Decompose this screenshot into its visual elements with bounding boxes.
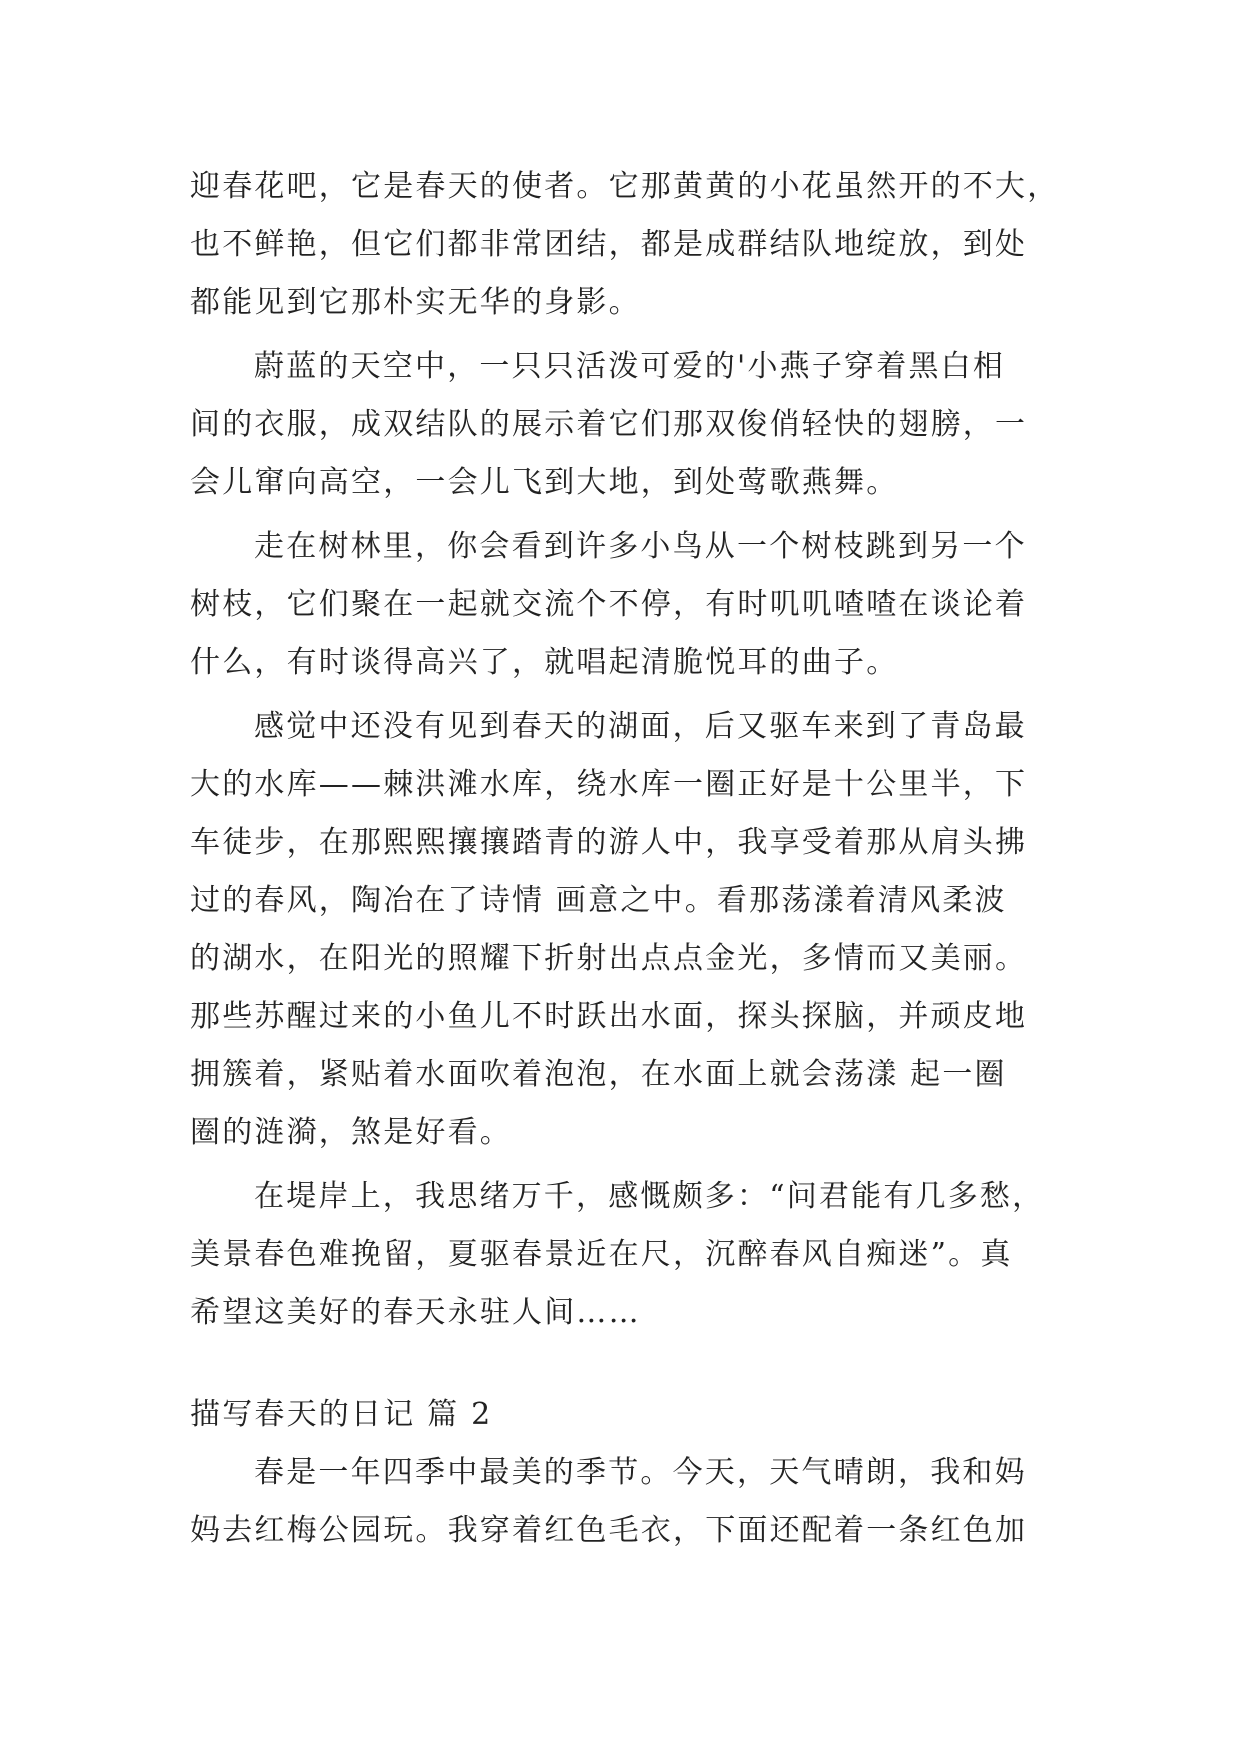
text-line: 都能见到它那朴实无华的身影。	[190, 285, 641, 320]
text-line: 大的水库——棘洪滩水库，绕水库一圈正好是十公里半，下	[190, 767, 1028, 802]
text-line: 圈的涟漪，煞是好看。	[190, 1115, 512, 1150]
section-heading: 描写春天的日记 篇 2	[190, 1397, 493, 1432]
text-line: 走在树林里，你会看到许多小鸟从一个树枝跳到另一个	[254, 529, 1027, 564]
paragraph-3	[190, 518, 1050, 692]
text-line: 妈去红梅公园玩。我穿着红色毛衣，下面还配着一条红色加	[190, 1513, 1028, 1548]
text-line: 的湖水，在阳光的照耀下折射出点点金光，多情而又美丽。	[190, 941, 1028, 976]
text-line: 过的春风，陶冶在了诗情 画意之中。看那荡漾着清风柔波	[190, 883, 1007, 918]
text-line: 什么，有时谈得高兴了，就唱起清脆悦耳的曲子。	[190, 645, 899, 680]
paragraph-1	[190, 158, 1060, 332]
paragraph-5	[190, 1168, 1050, 1342]
text-line: 美景春色难挽留，夏驱春景近在尺，沉醉春风自痴迷”。真	[190, 1237, 1013, 1272]
text-line: 也不鲜艳，但它们都非常团结，都是成群结队地绽放，到处	[190, 227, 1028, 262]
text-line: 希望这美好的春天永驻人间……	[190, 1295, 641, 1330]
text-line: 间的衣服，成双结队的展示着它们那双俊俏轻快的翅膀，一	[190, 407, 1028, 442]
text-line: 车徒步，在那熙熙攘攘踏青的游人中，我享受着那从肩头拂	[190, 825, 1028, 860]
text-line: 感觉中还没有见到春天的湖面，后又驱车来到了青岛最	[254, 709, 1027, 744]
paragraph-4	[190, 698, 1050, 1162]
paragraph-2	[190, 338, 1050, 512]
text-line: 蔚蓝的天空中，一只只活泼可爱的'小燕子穿着黑白相	[254, 349, 1006, 384]
text-line: 那些苏醒过来的小鱼儿不时跃出水面，探头探脑，并顽皮地	[190, 999, 1028, 1034]
text-line: 拥簇着，紧贴着水面吹着泡泡，在水面上就会荡漾 起一圈	[190, 1057, 1007, 1092]
text-line: 会儿窜向高空，一会儿飞到大地，到处莺歌燕舞。	[190, 465, 899, 500]
text-line: 迎春花吧，它是春天的使者。它那黄黄的小花虽然开的不大，	[190, 169, 1060, 204]
section-2-paragraph	[190, 1444, 1050, 1560]
text-line: 在堤岸上，我思绪万千，感慨颇多：“问君能有几多愁，	[254, 1179, 1045, 1214]
text-line: 春是一年四季中最美的季节。今天，天气晴朗，我和妈	[254, 1455, 1027, 1490]
document-page	[190, 158, 1060, 1560]
text-line: 树枝，它们聚在一起就交流个不停，有时叽叽喳喳在谈论着	[190, 587, 1028, 622]
